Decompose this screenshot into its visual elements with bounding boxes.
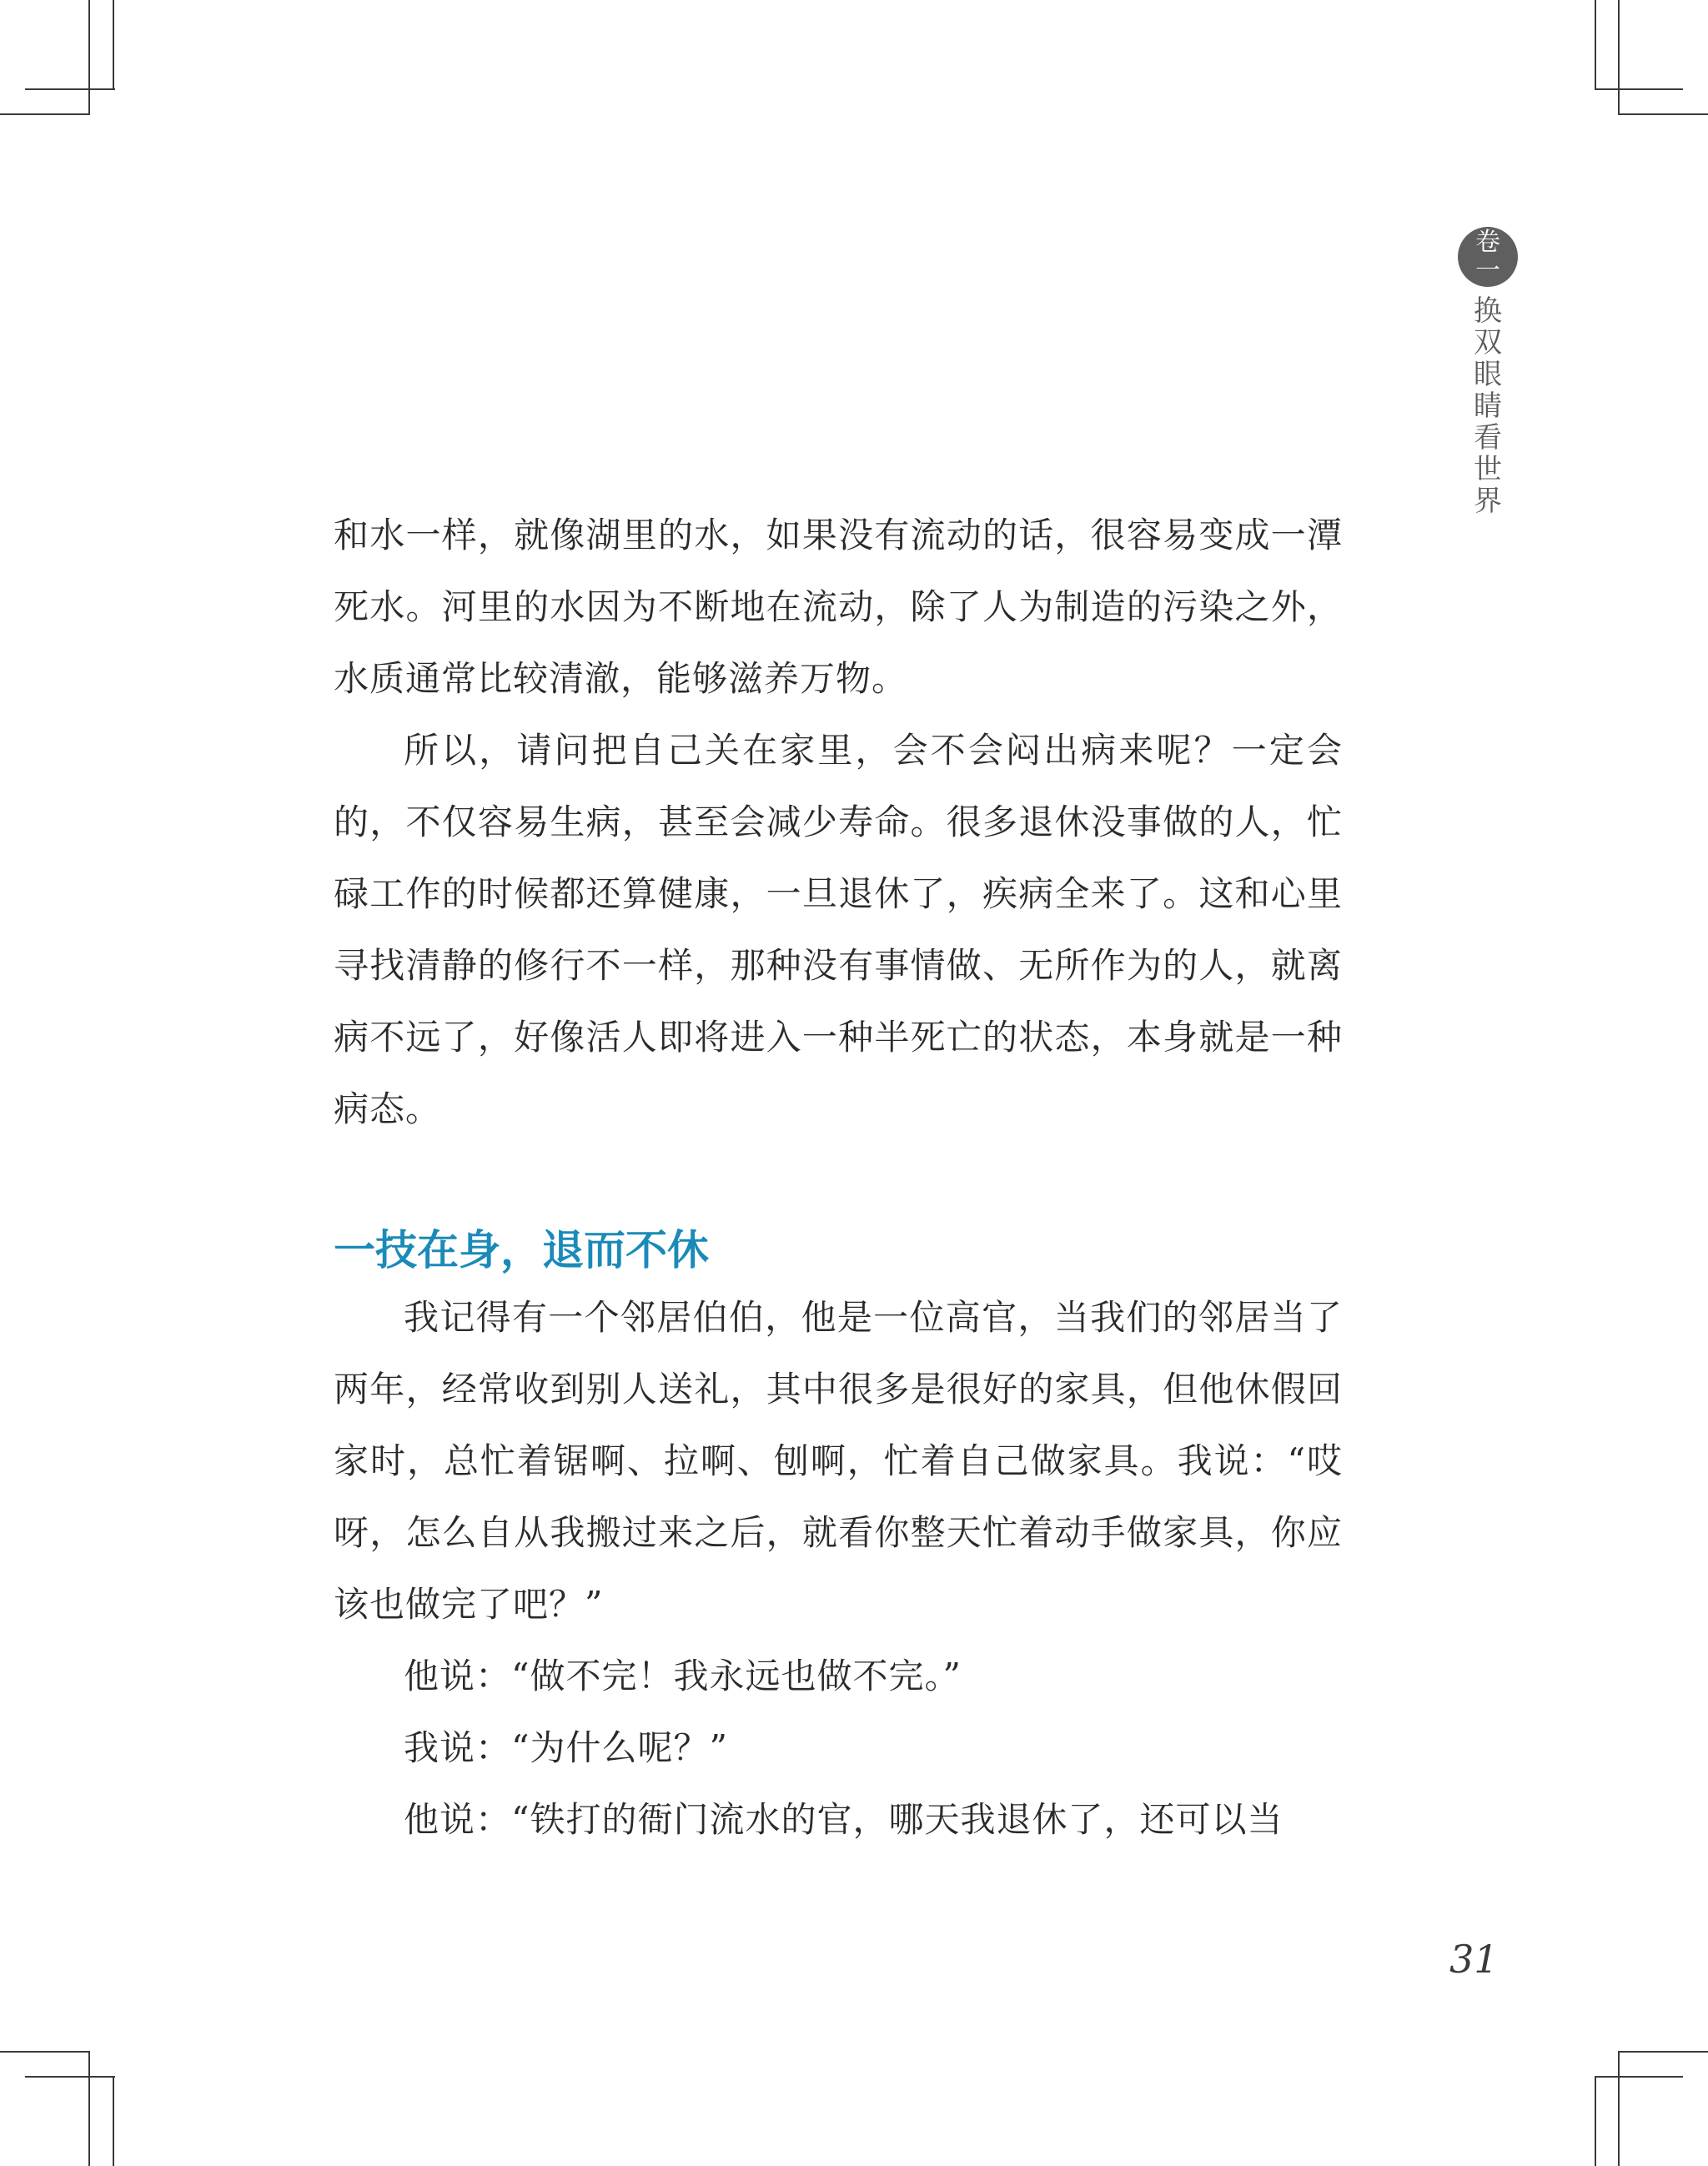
chapter-side-tab [1458, 227, 1518, 517]
crop-mark-br-horizontal-outer [1618, 2051, 1708, 2053]
crop-mark-br-vertical [1595, 2076, 1596, 2166]
crop-mark-tl-vertical [113, 0, 114, 90]
chapter-char: 看 [1474, 421, 1502, 455]
paragraph: 他说：“做不完！我永远也做不完。” [404, 1656, 962, 1696]
page-number: 31 [1449, 1937, 1499, 1982]
chapter-char: 界 [1474, 485, 1502, 518]
chapter-char: 眼 [1474, 358, 1502, 391]
crop-mark-bl-vertical [113, 2076, 114, 2166]
volume-badge [1458, 227, 1518, 287]
crop-mark-tr-horizontal-outer [1618, 113, 1708, 115]
chapter-title [1458, 295, 1518, 517]
volume-char: 卷 [1475, 228, 1500, 257]
section-heading: 一技在身，退而不休 [334, 1226, 709, 1274]
crop-mark-tr-horizontal [1595, 88, 1683, 90]
crop-mark-tl-vertical-outer [88, 0, 90, 113]
crop-mark-bl-vertical-outer [88, 2053, 90, 2166]
paragraph: 我记得有一个邻居伯伯，他是一位高官，当我们的邻居当了两年，经常收到别人送礼，其中很多是很好的家具，但他休假回家时，总忙着锯啊、拉啊、刨啊，忙着自己做家具。我说：“哎呀，怎么自从我搬过来之后，就看你整天忙着动手做家具，你应该也做完了吧？” [334, 1297, 1343, 1625]
crop-mark-bl-horizontal-outer [0, 2051, 90, 2053]
crop-mark-bl-horizontal [25, 2076, 115, 2078]
paragraph: 他说：“铁打的衙门流水的官，哪天我退休了，还可以当 [404, 1799, 1284, 1840]
volume-char: 一 [1475, 256, 1500, 285]
paragraph: 和水一样，就像湖里的水，如果没有流动的话，很容易变成一潭死水。河里的水因为不断地在流动，除了人为制造的污染之外，水质通常比较清澈，能够滋养万物。 [334, 515, 1343, 699]
crop-mark-br-vertical-outer [1618, 2053, 1620, 2166]
chapter-char: 换 [1474, 294, 1502, 328]
crop-mark-tl-horizontal-outer [0, 113, 90, 115]
body-text-lower [334, 1282, 1343, 1856]
paragraph: 我说：“为什么呢？” [404, 1727, 728, 1768]
crop-mark-tr-vertical-outer [1618, 0, 1620, 113]
paragraph: 所以，请问把自己关在家里，会不会闷出病来呢？一定会的，不仅容易生病，甚至会减少寿命。很多退休没事做的人，忙碌工作的时候都还算健康，一旦退休了，疾病全来了。这和心里寻找清静的修行不一样，那种没有事情做、无所作为的人，就离病不远了，好像活人即将进入一种半死亡的状态，本身就是一种病态。 [334, 730, 1343, 1129]
crop-mark-tl-horizontal [25, 88, 115, 90]
crop-mark-tr-vertical [1595, 0, 1596, 90]
body-text-upper [334, 500, 1343, 1145]
chapter-char: 世 [1474, 453, 1502, 486]
crop-mark-br-horizontal [1595, 2076, 1683, 2078]
chapter-char: 双 [1474, 326, 1502, 359]
chapter-char: 睛 [1474, 389, 1502, 423]
